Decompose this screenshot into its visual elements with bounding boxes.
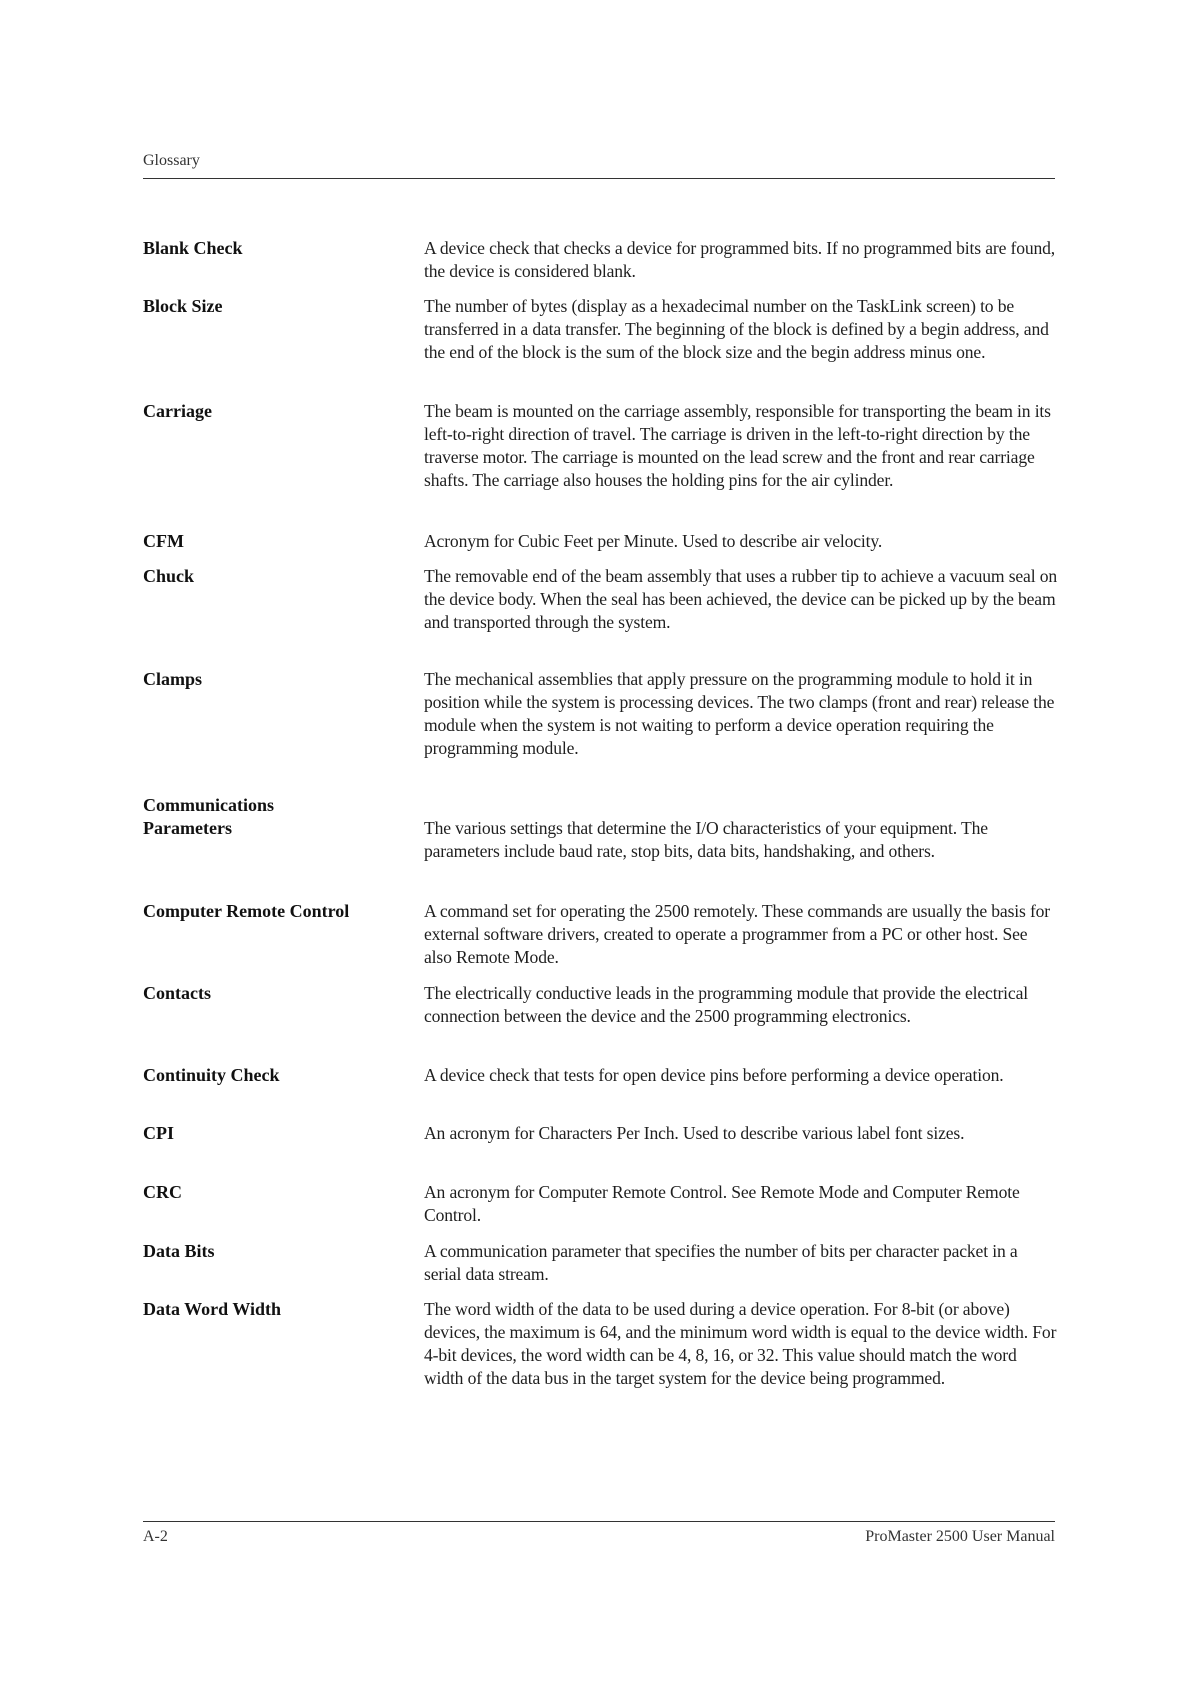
- glossary-definition: An acronym for Characters Per Inch. Used to describe various label font sizes.: [424, 1123, 965, 1143]
- glossary-definition: The beam is mounted on the carriage assembly, responsible for transporting the beam in its left-to-right direction of travel. The carriage is driven in the left-to-right direction by the traverse motor. The carriage is mounted on the lead screw and the front and rear carriage shafts. The carriage also houses the holding pins for the air cylinder.: [424, 401, 1051, 490]
- glossary-term: CRC: [143, 1182, 182, 1202]
- glossary-term: CPI: [143, 1123, 174, 1143]
- glossary-definition: An acronym for Computer Remote Control. See Remote Mode and Computer Remote Control.: [424, 1182, 1020, 1225]
- manual-title: ProMaster 2500 User Manual: [865, 1528, 1055, 1545]
- glossary-definition: Acronym for Cubic Feet per Minute. Used to describe air velocity.: [424, 531, 883, 551]
- glossary-definition: The mechanical assemblies that apply pressure on the programming module to hold it in position while the system is processing devices. The two clamps (front and rear) release the module when the system is not waiting to perform a device operation requiring the programming module.: [424, 669, 1055, 758]
- glossary-term: Data Bits: [143, 1241, 215, 1261]
- glossary-definition: A communication parameter that specifies the number of bits per character packet in a serial data stream.: [424, 1241, 1018, 1284]
- glossary-definition: The various settings that determine the I/O characteristics of your equipment. The parameters include baud rate, stop bits, data bits, handshaking, and others.: [424, 818, 988, 861]
- glossary-term: Continuity Check: [143, 1065, 280, 1085]
- glossary-term: Chuck: [143, 566, 195, 586]
- glossary-definition: The removable end of the beam assembly that uses a rubber tip to achieve a vacuum seal on the device body. When the seal has been achieved, the device can be picked up by the beam and transported through the system.: [424, 566, 1057, 632]
- glossary-definition: The word width of the data to be used during a device operation. For 8-bit (or above) devices, the maximum is 64, and the minimum word width is equal to the device width. For 4-bit devices, the word width can be 4, 8, 16, or 32. This value should match the word width of the data bus in the target system for the device being programmed.: [424, 1299, 1057, 1388]
- running-head: Glossary: [143, 152, 200, 169]
- glossary-definition: A device check that tests for open device pins before performing a device operation.: [424, 1065, 1004, 1085]
- footer-rule: [143, 1521, 1055, 1522]
- glossary-term: Blank Check: [143, 238, 243, 258]
- glossary-term: Communications Parameters: [143, 795, 275, 838]
- glossary-term: CFM: [143, 531, 184, 551]
- glossary-definition: A command set for operating the 2500 remotely. These commands are usually the basis for external software drivers, created to operate a programmer from a PC or other host. See also Remote Mode.: [424, 901, 1051, 967]
- page-number: A-2: [143, 1528, 168, 1545]
- glossary-term: Data Word Width: [143, 1299, 282, 1319]
- glossary-term: Clamps: [143, 669, 203, 689]
- glossary-term: Contacts: [143, 983, 211, 1003]
- glossary-definition: A device check that checks a device for programmed bits. If no programmed bits are found, the device is considered blank.: [424, 238, 1056, 281]
- header-rule: [143, 178, 1055, 179]
- glossary-definition: The number of bytes (display as a hexadecimal number on the TaskLink screen) to be transferred in a data transfer. The beginning of the block is defined by a begin address, and the end of the block is the sum of the block size and the begin address minus one.: [424, 296, 1049, 362]
- glossary-definition: The electrically conductive leads in the programming module that provide the electrical connection between the device and the 2500 programming electronics.: [424, 983, 1028, 1026]
- glossary-term: Carriage: [143, 401, 212, 421]
- glossary-term: Computer Remote Control: [143, 901, 350, 921]
- glossary-term: Block Size: [143, 296, 223, 316]
